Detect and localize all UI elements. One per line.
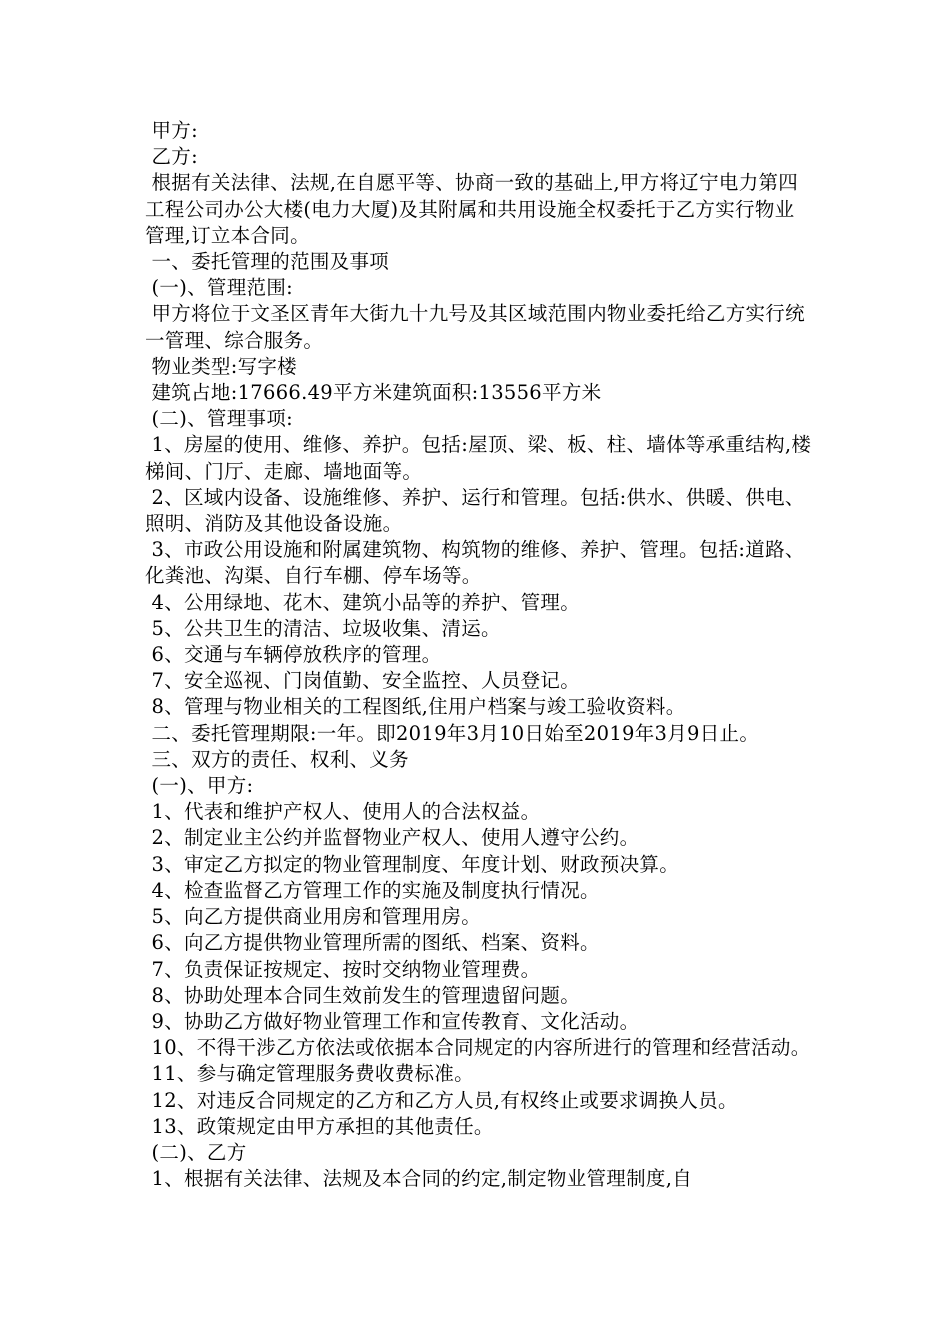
- subsection-heading-scope: (一)、管理范围:: [145, 276, 293, 300]
- list-item: 1、代表和维护产权人、使用人的合法权益。: [145, 800, 541, 824]
- list-item: 5、向乙方提供商业用房和管理用房。: [145, 905, 482, 929]
- list-item: 8、管理与物业相关的工程图纸,住用户档案与竣工验收资料。: [145, 695, 686, 719]
- subsection-heading-party-a: (一)、甲方:: [145, 774, 254, 798]
- list-item: 5、公共卫生的清洁、垃圾收集、清运。: [145, 616, 501, 640]
- list-item: 1、房屋的使用、维修、养护。包括:屋顶、梁、板、柱、墙体等承重结构,楼梯间、门厅、走廊、墙地面等。: [145, 433, 812, 483]
- list-item: 12、对违反合同规定的乙方和乙方人员,有权终止或要求调换人员。: [145, 1088, 738, 1112]
- list-item: 4、公用绿地、花木、建筑小品等的养护、管理。: [145, 590, 581, 614]
- party-a-line: 甲方:: [145, 119, 198, 142]
- list-item: 6、向乙方提供物业管理所需的图纸、档案、资料。: [145, 931, 600, 955]
- building-area-line: 建筑占地:17666.49平方米建筑面积:13556平方米: [145, 381, 602, 405]
- list-item: 9、协助乙方做好物业管理工作和宣传教育、文化活动。: [145, 1009, 640, 1033]
- section-heading-scope: 一、委托管理的范围及事项: [145, 250, 390, 274]
- list-item: 1、根据有关法律、法规及本合同的约定,制定物业管理制度,自: [145, 1167, 693, 1191]
- subsection-heading-party-b: (二)、乙方: [145, 1140, 247, 1164]
- list-item: 11、参与确定管理服务费收费标准。: [145, 1062, 474, 1086]
- list-item: 6、交通与车辆停放秩序的管理。: [145, 643, 442, 667]
- list-item: 3、市政公用设施和附属建筑物、构筑物的维修、养护、管理。包括:道路、化粪池、沟渠、自行车棚、停车场等。: [145, 538, 805, 588]
- document-body: [145, 118, 813, 1192]
- list-item: 4、检查监督乙方管理工作的实施及制度执行情况。: [145, 878, 600, 902]
- list-item: 7、安全巡视、门岗值勤、安全监控、人员登记。: [145, 669, 581, 693]
- property-type-line: 物业类型:写字楼: [145, 354, 297, 378]
- list-item: 2、区域内设备、设施维修、养护、运行和管理。包括:供水、供暖、供电、照明、消防及其他设备设施。: [145, 485, 805, 536]
- list-item: 13、政策规定由甲方承担的其他责任。: [145, 1114, 494, 1138]
- list-item: 7、负责保证按规定、按时交纳物业管理费。: [145, 957, 541, 981]
- preamble-paragraph: 根据有关法律、法规,在自愿平等、协商一致的基础上,甲方将辽宁电力第四工程公司办公大楼(电力大厦)及其附属和共用设施全权委托于乙方实行物业管理,订立本合同。: [145, 171, 799, 247]
- list-item: 3、审定乙方拟定的物业管理制度、年度计划、财政预决算。: [145, 852, 680, 876]
- party-b-line: 乙方:: [145, 145, 198, 169]
- section-heading-term: 二、委托管理期限:一年。即2019年3月10日始至2019年3月9日止。: [145, 721, 760, 745]
- section-heading-responsibilities: 三、双方的责任、权利、义务: [145, 747, 409, 771]
- scope-paragraph: 甲方将位于文圣区青年大街九十九号及其区域范围内物业委托给乙方实行统一管理、综合服务。: [145, 302, 805, 352]
- subsection-heading-items: (二)、管理事项:: [145, 407, 293, 431]
- list-item: 2、制定业主公约并监督物业产权人、使用人遵守公约。: [145, 826, 640, 850]
- list-item: 10、不得干涉乙方依法或依据本合同规定的内容所进行的管理和经营活动。: [145, 1036, 811, 1060]
- list-item: 8、协助处理本合同生效前发生的管理遗留问题。: [145, 983, 581, 1007]
